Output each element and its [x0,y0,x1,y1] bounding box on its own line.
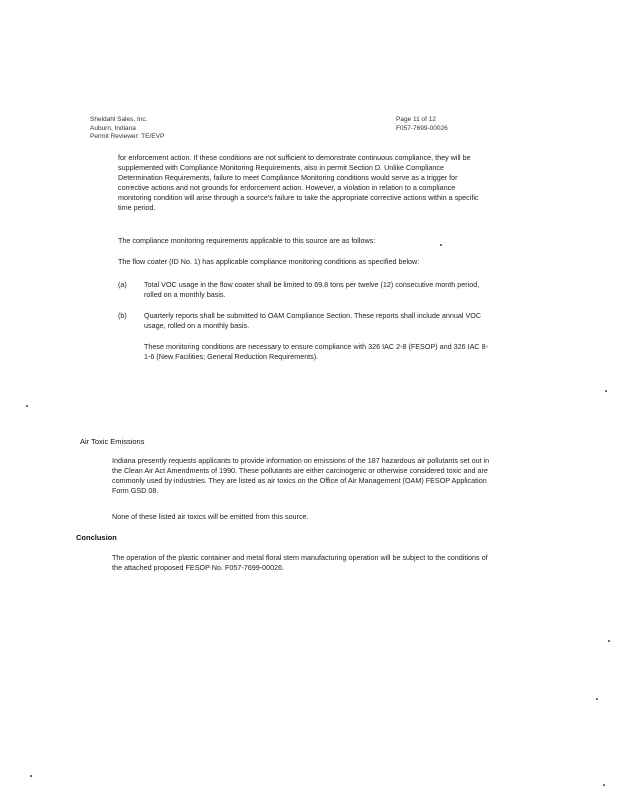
paragraph-monitoring-intro: The compliance monitoring requirements applicable to this source are as follows: [118,236,376,245]
permit-number: F057-7699-00026 [396,124,448,132]
paragraph-no-air-toxics: None of these listed air toxics will be emitted from this source. [112,512,309,521]
scan-speck [608,640,610,642]
scan-speck [440,244,442,246]
section-heading-air-toxics: Air Toxic Emissions [80,437,145,446]
scan-speck [596,698,598,700]
list-item [118,280,490,304]
scan-speck [30,775,32,777]
scan-speck [603,784,605,786]
paragraph-flow-coater: The flow coater (ID No. 1) has applicable compliance monitoring conditions as specified below: [118,257,420,266]
header-left [90,116,290,142]
header-company: Sheldahl Sales, Inc. [90,116,148,123]
list-item-label: (b) [118,311,127,320]
page-number: Page 11 of 12 [396,116,436,123]
header-right [396,116,516,133]
paragraph-air-toxics: Indiana presently requests applicants to provide information on emissions of the 187 hazardous air pollutants set out in the Clean Air Act Amendments of 1990. These pollutants are either carcinogenic or otherwise considered toxic and are commonly used by industries. They are listed as air toxics on the Office of Air Management (OAM) FESOP Application Form GSD 08. [112,456,490,495]
paragraph-enforcement: for enforcement action. If these conditions are not sufficient to demonstrate continuous compliance, they will be supplemented with Compliance Monitoring Requirements, also in permit Section D. Unlike Compliance Determination Requirements, failure to meet Compliance Monitoring conditions would serve as a trigger for corrective actions and not grounds for enforcement action. However, a violation in relation to a compliance monitoring condition will arise through a source's failure to take the appropriate corrective actions within a specific time period. [118,153,479,212]
paragraph-monitoring-note: These monitoring conditions are necessary to ensure compliance with 326 IAC 2-8 (FESOP) and 326 IAC 8-1-6 (New Facilities; General Reduction Requirements). [144,342,488,361]
scan-speck [605,390,607,392]
section-heading-conclusion: Conclusion [76,533,117,542]
header-reviewer: Permit Reviewer: TE/EVP [90,133,165,140]
scan-speck [26,405,28,407]
paragraph-conclusion: The operation of the plastic container and metal floral stem manufacturing operation will be subject to the conditions of the attached proposed FESOP No. F057-7699-00026. [112,553,488,572]
list-item [118,311,490,335]
list-item-text: Total VOC usage in the flow coater shall be limited to 69.8 tons per twelve (12) consecutive month period, rolled on a monthly basis. [144,280,480,299]
list-item-label: (a) [118,280,127,289]
list-item-text: Quarterly reports shall be submitted to OAM Compliance Section. These reports shall include annual VOC usage, rolled on a monthly basis. [144,311,482,330]
header-location: Auburn, Indiana [90,124,136,132]
